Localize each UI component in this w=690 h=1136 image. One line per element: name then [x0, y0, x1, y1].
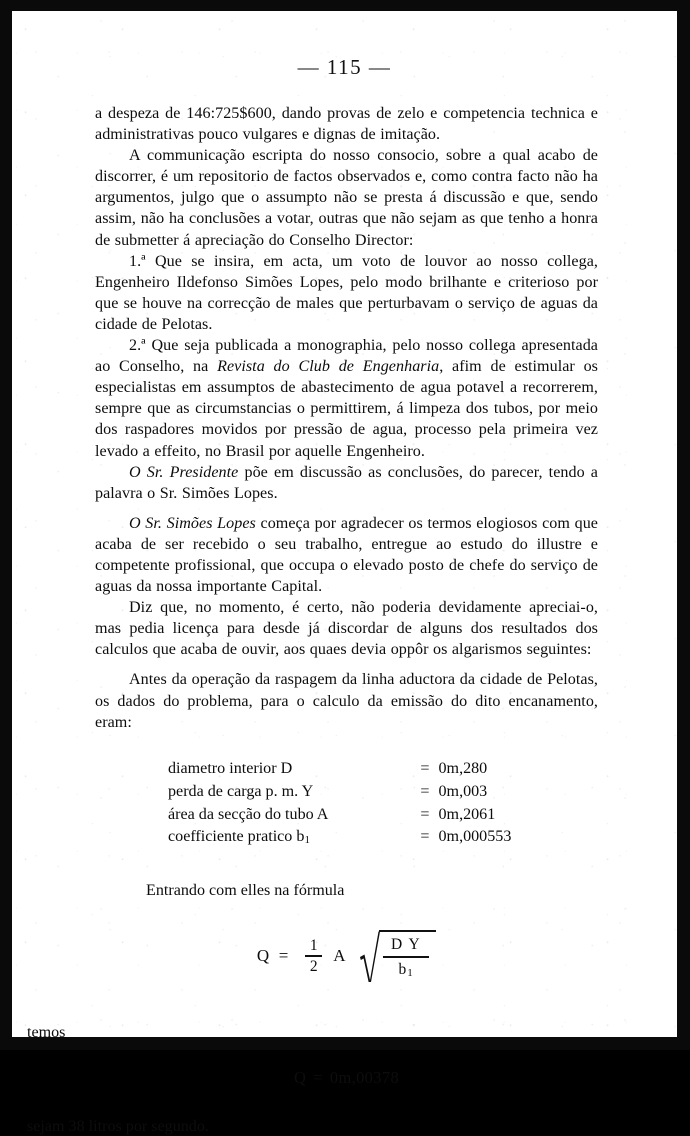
- formula-gap: [95, 900, 598, 930]
- table-cell-label-text: coefficiente pratico b: [168, 828, 305, 846]
- table-cell-equals: =: [420, 759, 430, 777]
- table-cell-equals: =: [420, 828, 430, 846]
- conclusion-gap: [95, 1088, 598, 1118]
- radical-sign-icon: [359, 930, 380, 982]
- table-row: [168, 782, 511, 805]
- table-row: [168, 759, 511, 782]
- table-cell-value: 0m,280: [438, 759, 488, 777]
- fraction-numerator: 1: [309, 936, 318, 954]
- table-cell-equals: =: [420, 805, 430, 823]
- paragraph-presidente: O Sr. Presidente põe em discussão as conclusões, do parecer, tendo a palavra o Sr. Simões Lopes.: [95, 463, 599, 502]
- paragraph-antes-da-operacao: Antes da operação da raspagem da linha aductora da cidade de Pelotas, os dados do problema, para o calculo da emissão do dito encanamento, eram:: [95, 671, 598, 731]
- result-lead-in: temos: [27, 1024, 66, 1042]
- result-equation-lhs: Q: [293, 1068, 307, 1088]
- table-cell-value: 0m,2061: [438, 805, 496, 823]
- formula-factor-area: A: [333, 946, 347, 966]
- page-text-body: [27, 103, 599, 1136]
- formula-intro-line: Entrando com elles na fórmula: [146, 882, 345, 900]
- problem-data-table: [168, 759, 511, 853]
- main-formula: [95, 930, 598, 982]
- post-formula-gap: [95, 982, 598, 1024]
- scanned-page-sheet: [12, 11, 677, 1136]
- table-row: [168, 827, 511, 852]
- page-number-header: — 115 —: [297, 55, 392, 79]
- result-equation-value: 0m,00378: [329, 1068, 400, 1088]
- table-cell-value: 0m,000553: [438, 828, 512, 846]
- formula-equals-sign: =: [278, 946, 289, 966]
- formula-intro-gap: [95, 852, 598, 882]
- conclusion-line: sejam 38 litros por segundo.: [27, 1118, 209, 1136]
- table-cell-value: 0m,003: [438, 782, 488, 800]
- radicand-denominator: [398, 958, 413, 978]
- table-gap: [95, 733, 598, 759]
- table-cell-label: [168, 827, 420, 852]
- radicand-fraction: [379, 930, 436, 982]
- table-row: [168, 805, 511, 828]
- formula-expression: [257, 930, 436, 982]
- radicand-denominator-subscript: 1: [407, 966, 414, 979]
- formula-fraction-one-half: [305, 938, 322, 975]
- radicand-denominator-text: b: [398, 960, 408, 978]
- result-equation: [95, 1068, 598, 1088]
- paragraph-gap-2: [95, 660, 598, 669]
- problem-data-table-body: [168, 759, 511, 853]
- table-cell-label-subscript: 1: [304, 834, 310, 847]
- table-cell-equals: =: [420, 782, 430, 800]
- paragraph-simoes-lopes: O Sr. Simões Lopes começa por agradecer os termos elogiosos com que acaba de ser recebido o seu trabalho, entregue ao estudo do illustre e competente profissional, que occupa o elevado posto de chefe do serviço de aguas da nossa importante Capital.: [95, 514, 598, 596]
- paragraph-conclusao-2: 2.ª Que seja publicada a monographia, pelo nosso collega apresentada ao Conselho, na Revista do Club de Engenharia, afim de estimular os especialistas em assumptos de abastecimento de agua potavel a recorrerem, sempre que as circumstancias o permittirem, á limpeza dos tubos, por meio dos raspadores movidos por pressão de agua, processo pela primeira vez levado a effeito, no Brasil por aquelle Engenheiro.: [95, 337, 598, 460]
- result-equation-equals: =: [313, 1068, 323, 1088]
- formula-radical: [359, 930, 436, 982]
- formula-lhs: Q: [256, 946, 270, 966]
- table-cell-label: perda de carga p. m. Y: [168, 782, 314, 800]
- result-gap: [95, 1042, 598, 1068]
- paragraph-despeza: a despeza de 146:725$600, dando provas de zelo e competencia technica e administrativas pouco vulgares e dignas de imitação.: [95, 105, 598, 144]
- paragraph-communicacao: A communicação escripta do nosso consocio, sobre a qual acabo de discorrer, é um repositorio de factos observados e, como contra facto não ha argumentos, julgo que o assumpto não se presta á discussão e que, sendo assim, não ha conclusões a votar, outras que não sejam as que tenho a honra de submetter á apreciação do Conselho Director:: [95, 147, 598, 249]
- table-cell-label: diametro interior D: [168, 759, 293, 777]
- fraction-denominator: 2: [309, 958, 318, 976]
- table-cell-label: área da secção do tubo A: [168, 805, 329, 823]
- paragraph-gap: [95, 504, 598, 513]
- radicand-numerator: D Y: [390, 936, 422, 954]
- paragraph-conclusao-1: 1.ª Que se insira, em acta, um voto de louvor ao nosso collega, Engenheiro Ildefonso Simões Lopes, pelo modo brilhante e criterioso por que se houve na correcção de males que perturbavam o serviço de aguas da cidade de Pelotas.: [95, 252, 598, 333]
- paragraph-diz-que: Diz que, no momento, é certo, não poderia devidamente apreciai-o, mas pedia licença para desde já discordar de alguns dos resultados dos calculos que acaba de ouvir, aos quaes devia oppôr os algarismos seguintes:: [95, 599, 598, 659]
